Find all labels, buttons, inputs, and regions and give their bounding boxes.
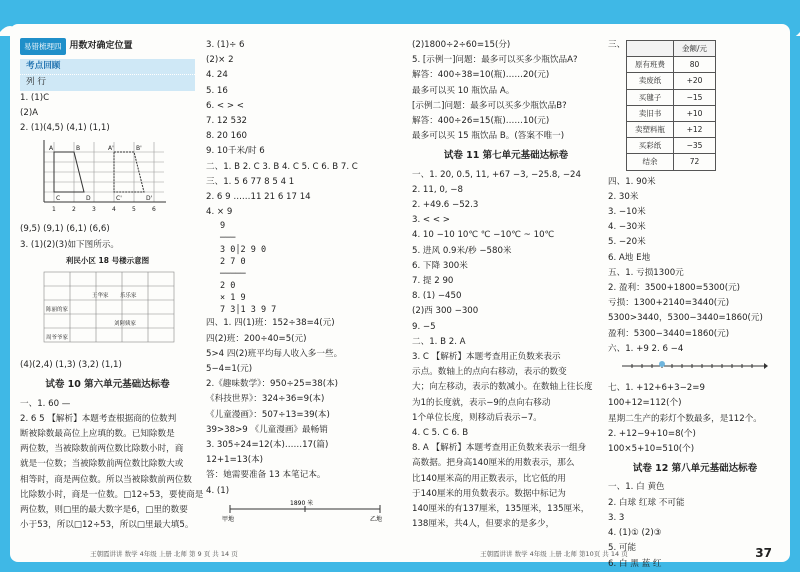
- review-label: 考点回顾: [20, 59, 195, 75]
- answer-line: 3. −10米: [608, 207, 646, 218]
- paper-12-title: 试卷 12 第八单元基础达标卷: [632, 463, 758, 475]
- table-row: [627, 138, 716, 154]
- map-label: 刘阿姨家: [114, 321, 137, 328]
- table-cell: +12: [674, 122, 716, 138]
- answer-line: 5. [示例一]问题：最多可以买多少瓶饮品A?: [412, 55, 578, 66]
- grid-point-label: D': [146, 195, 153, 203]
- page-number: 37: [755, 546, 772, 560]
- division-row: 2 0: [220, 281, 236, 292]
- answer-line: × 1 9: [220, 293, 246, 304]
- answer-line: 4. 24: [206, 70, 228, 81]
- table-cell: 原有班费: [627, 57, 674, 73]
- coordinate-grid: [34, 138, 174, 214]
- answer-line: 5. −20米: [608, 237, 646, 248]
- answer-line: 《科技世界》：324÷36=9(本): [206, 394, 325, 405]
- community-map: [34, 270, 184, 350]
- map-title: 利民小区 18 号楼示意图: [65, 255, 150, 265]
- column-2: [206, 38, 398, 529]
- answer-line: 7 3│1 3 9 7: [220, 305, 277, 316]
- answer-line: 3. (1)÷ 6: [206, 40, 245, 50]
- division-row: ───: [220, 233, 236, 244]
- answer-line: 9. −5: [412, 321, 436, 332]
- answer-line: 比除数小时，商是一位数。□12÷53，要使商是: [20, 489, 204, 500]
- number-line: [618, 359, 768, 373]
- answer-line: 星期二生产的彩灯个数最多，是112个。: [608, 413, 762, 424]
- division-row: 2 7 0: [220, 257, 246, 268]
- answer-line: 一、1. 60 —: [20, 398, 71, 409]
- answer-line: 4. × 9: [206, 207, 233, 218]
- answer-line: 七、1. +12+6+3−2=9: [608, 383, 705, 394]
- distance-ruler: [220, 499, 390, 523]
- table-row: [627, 154, 716, 170]
- answer-line: 五、1. 亏损1300元: [608, 267, 684, 278]
- answer-line: 2. 11, 0, −8: [412, 184, 463, 195]
- answer-line: 四(2)班：200÷40=5(元): [206, 333, 307, 344]
- answer-line: 2.《趣味数学》：950÷25=38(本): [206, 379, 339, 390]
- grid-point-label: D: [86, 195, 91, 203]
- answer-line: 解答：400÷26=15(瓶)……10(元): [412, 116, 550, 127]
- answer-line: 相等时，商是两位数。所以当被除数前两位数: [20, 474, 192, 485]
- table-cell: 买彩纸: [627, 138, 674, 154]
- answer-line: 四、1. 四(1)班：152÷38=4(元): [206, 318, 335, 329]
- answer-line: 于140厘米的用负数表示。数据中标记为: [412, 488, 566, 499]
- table-row: [627, 89, 716, 105]
- table-cell: 72: [674, 154, 716, 170]
- grid-point-label: B: [76, 145, 81, 153]
- answer-line: 4. 10 −10 10℃ ℃ −10℃ ~ 10℃: [412, 230, 555, 241]
- section-tag: 易错梳理四: [20, 38, 66, 55]
- answer-line: 12+1=13(本): [206, 455, 264, 466]
- paper-10-title: 试卷 10 第六单元基础达标卷: [45, 379, 170, 391]
- answer-line: 《儿童漫画》：507÷13=39(本): [206, 409, 330, 420]
- grid-point-label: B': [136, 145, 142, 153]
- division-row: ─────: [220, 269, 246, 280]
- answer-line: [示例二]问题：最多可以买多少瓶饮品B?: [412, 100, 567, 111]
- answer-line: 7. 12 532: [206, 116, 248, 127]
- answer-line: 6. A地 E地: [608, 252, 651, 263]
- table-row: [627, 73, 716, 89]
- table-cell: +10: [674, 105, 716, 121]
- table-row: [627, 57, 716, 73]
- answer-line: 1. (1)C: [20, 92, 50, 103]
- table-cell: 结余: [627, 154, 674, 170]
- answer-line: (4)(2,4) (1,3) (3,2) (1,1): [20, 360, 122, 371]
- answer-line: 最多可以买 10 瓶饮品 A。: [412, 85, 515, 96]
- answer-line: 两位数，当被除数前两位数比除数小时，商: [20, 444, 184, 455]
- answer-line: 六、1. +9 2. 6 −4: [608, 343, 684, 354]
- answer-line: 2. 30米: [608, 191, 639, 202]
- section-header: [20, 38, 195, 55]
- answer-line: 5. 可能: [608, 543, 637, 554]
- answer-line: 高数据。把身高140厘米的用数表示，那么: [412, 458, 575, 469]
- table-row: [627, 105, 716, 121]
- answer-line: 4. −30米: [608, 222, 646, 233]
- answer-line: 2. 6 9 ……11 21 6 17 14: [206, 192, 311, 203]
- table-cell: 卖旧书: [627, 105, 674, 121]
- answer-line: 2. 白球 红球 不可能: [608, 497, 685, 508]
- footer-right: 王朝霞讲讲 数学 4年级 上册 北师 第10页 共 14 页: [480, 550, 628, 558]
- answer-line: (2)1800÷2÷60=15(分): [412, 40, 511, 50]
- axis-tick: 4: [112, 206, 116, 214]
- division-row: 3 0│2 9 0: [220, 245, 267, 256]
- answer-line: 6. 下降 300米: [412, 260, 468, 271]
- grid-point-label: A: [49, 145, 54, 153]
- grid-point-label: C': [116, 195, 122, 203]
- answer-line: 解答：400÷38=10(瓶)……20(元): [412, 70, 550, 81]
- answer-line: 两位数，则□里的最大数字是6，□里的数要: [20, 505, 188, 516]
- grid-point-label: C: [56, 195, 61, 203]
- answer-line: 2. +49.6 −52.3: [412, 200, 479, 211]
- table-cell: 卖废纸: [627, 73, 674, 89]
- answer-line: 140厘米的有137厘米，135厘米，135厘米，: [412, 504, 590, 515]
- answer-line: 2. (1)(4,5) (4,1) (1,1): [20, 123, 110, 134]
- answer-line: 3. 305÷24=12(本)……17(篇): [206, 440, 329, 451]
- map-label: 周爷爷家: [46, 335, 69, 342]
- answer-line: 二、1. B 2. C 3. B 4. C 5. C 6. B 7. C: [206, 161, 358, 172]
- ruler-label: 1890 米: [290, 499, 314, 507]
- answer-line: 138厘米，共4人，但要求的是多少，: [412, 519, 555, 530]
- table-cell: 卖塑料瓶: [627, 122, 674, 138]
- paper-11-title: 试卷 11 第七单元基础达标卷: [443, 150, 569, 162]
- answer-line: 一、1. 20, 0.5, 11, +67 −3, −25.8, −24: [412, 169, 581, 180]
- answer-line: 9. 10千米/时 6: [206, 146, 265, 157]
- ruler-end-label: 乙地: [370, 515, 383, 523]
- answer-line: 就是一位数；当被除数前两位数比除数大或: [20, 459, 184, 470]
- answer-line: 3. C 【解析】本题考查用正负数来表示: [412, 352, 561, 363]
- table-cell: −15: [674, 89, 716, 105]
- section-title: 用数对确定位置: [69, 41, 133, 51]
- table-header: [627, 41, 674, 57]
- table-header: 金额/元: [674, 41, 716, 57]
- answer-line: 8. (1) −450: [412, 291, 462, 302]
- answer-line: 3. 3: [608, 512, 625, 523]
- axis-tick: 1: [52, 206, 56, 214]
- map-label: 王华家: [92, 293, 109, 300]
- answer-line: 盈利：5300−3440=1860(元): [608, 328, 730, 339]
- answer-line: 1个单位长度，则移动后表示−7。: [412, 412, 542, 423]
- map-label: 陈丽的家: [46, 307, 69, 314]
- answer-line: 四、1. 90米: [608, 176, 656, 187]
- column-4: [608, 38, 782, 572]
- question-marker: 三、: [608, 40, 626, 50]
- answer-line: (9,5) (9,1) (6,1) (6,6): [20, 224, 110, 235]
- answer-line: 3. < < >: [412, 215, 450, 226]
- axis-tick: 6: [152, 206, 156, 214]
- answer-line: 4. C 5. C 6. B: [412, 428, 469, 439]
- answer-line: 8. 20 160: [206, 131, 248, 142]
- answer-line: (2)A: [20, 107, 39, 118]
- table-header-row: [627, 41, 716, 57]
- answer-line: 最多可以买 15 瓶饮品 B。(答案不唯一): [412, 131, 565, 142]
- answer-line: 100+12=112(个): [608, 398, 682, 409]
- answer-line: 2. +12−9+10=8(个): [608, 428, 696, 439]
- answer-line: 断被除数最高位上应填的数。已知除数是: [20, 429, 175, 440]
- column-3: [412, 38, 600, 533]
- answer-line: 6. 白 黑 蓝 红: [608, 558, 662, 569]
- long-division: [220, 220, 398, 292]
- grid-point-label: A': [108, 145, 114, 153]
- answer-line: 5. 进风 0.9米/秒 −580米: [412, 245, 512, 256]
- answer-line: 8. A 【解析】本题考查用正负数来表示一组身: [412, 443, 587, 454]
- column-1: [20, 38, 204, 533]
- answer-line: 一、1. 白 黄色: [608, 482, 665, 493]
- answer-line: 5. 16: [206, 85, 228, 96]
- map-label: 乐乐家: [120, 293, 137, 300]
- answer-line: 大；向左移动，表示的数减小。在数轴上往长度: [412, 382, 593, 393]
- answer-line: 比140厘米高的用正数表示，比它低的用: [412, 473, 566, 484]
- axis-tick: 3: [92, 206, 96, 214]
- answer-line: 二、1. B 2. A: [412, 336, 466, 347]
- answer-line: 100×5+10=510(个): [608, 444, 695, 455]
- answer-line: 5300>3440，5300−3440=1860(元): [608, 313, 763, 324]
- answer-line: 2. 6 5 【解析】本题考查根据商的位数判: [20, 413, 177, 424]
- axis-tick: 2: [72, 206, 76, 214]
- axis-tick: 5: [132, 206, 136, 214]
- answer-line: 亏损：1300+2140=3440(元): [608, 298, 730, 309]
- table-cell: 80: [674, 57, 716, 73]
- answer-sheet: [10, 24, 790, 569]
- answer-line: 4. (1): [206, 485, 230, 496]
- answer-line: 三、1. 5 6 77 8 5 4 1: [206, 176, 295, 187]
- answer-line: 39>38>9 《儿童漫画》最畅销: [206, 424, 328, 435]
- answer-line: 7. 提 2 90: [412, 276, 454, 287]
- answer-line: (2)× 2: [206, 55, 234, 66]
- table-cell: +20: [674, 73, 716, 89]
- class-fund-table: [626, 40, 716, 171]
- table-cell: 买毽子: [627, 89, 674, 105]
- answer-line: 2. 盈利：3500+1800=5300(元): [608, 283, 741, 294]
- division-row: 9: [220, 221, 226, 232]
- answer-line: 为1的长度就，表示−9的点向右移动: [412, 397, 551, 408]
- footer-left: 王朝霞讲讲 数学 4年级 上册 北师 第 9 页 共 14 页: [90, 550, 238, 558]
- answer-line: 4. (1)① (2)③: [608, 528, 662, 539]
- answer-line: 答：她需要准备 13 本笔记本。: [206, 470, 326, 481]
- table-row: [627, 122, 716, 138]
- answer-line: 小于53，所以□12÷53，所以□里最大填5。: [20, 520, 194, 531]
- answer-line: 5−4=1(元): [206, 364, 253, 375]
- answer-line: 示点。数轴上的点向右移动，表示的数变: [412, 367, 567, 378]
- answer-line: 3. (1)(2)(3)如下图所示。: [20, 239, 120, 250]
- table-cell: −35: [674, 138, 716, 154]
- review-value: 列 行: [20, 75, 195, 90]
- ruler-end-label: 甲地: [222, 515, 235, 523]
- answer-line: 5>4 四(2)班平均每人收入多一些。: [206, 348, 343, 359]
- answer-line: 6. < > <: [206, 100, 244, 111]
- answer-line: (2)西 300 −300: [412, 306, 479, 317]
